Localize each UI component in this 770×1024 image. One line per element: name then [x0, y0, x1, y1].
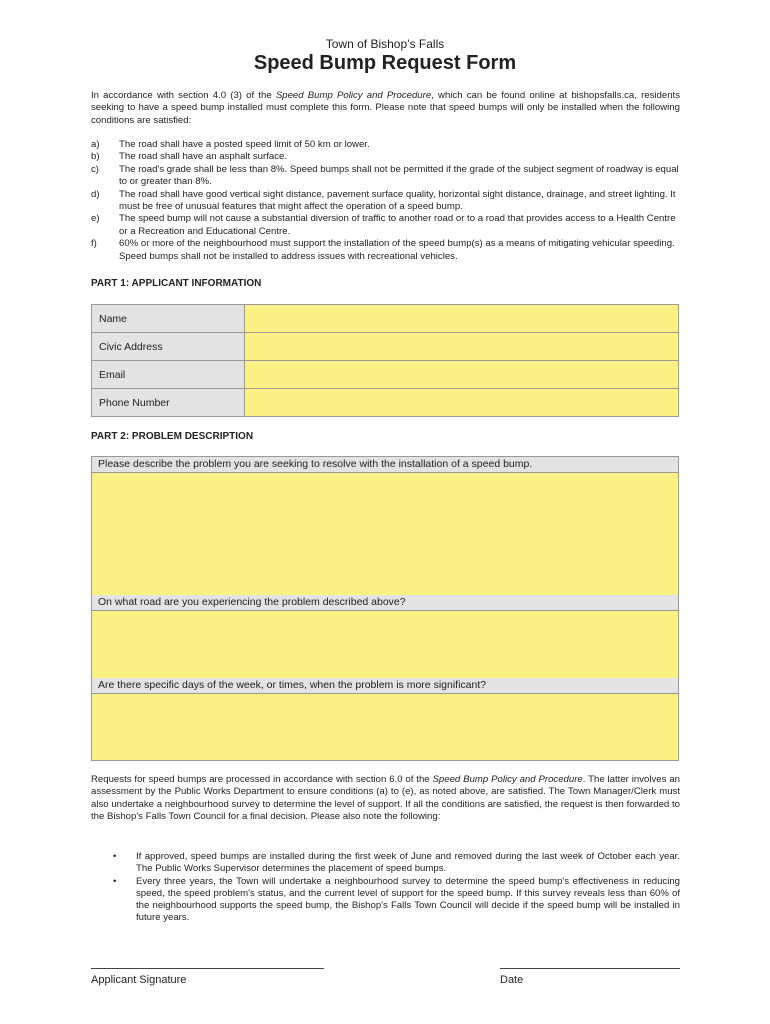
intro-text-before: In accordance with section 4.0 (3) of the	[91, 90, 276, 101]
process-policy-name: Speed Bump Policy and Procedure	[432, 774, 583, 785]
condition-text: The road shall have a posted speed limit of 50 km or lower.	[119, 139, 370, 150]
list-item	[91, 851, 680, 876]
process-text-after: . The latter involves an assessment by the Public Works Department to ensure conditions (a) to (e), as noted above, are satisfied. The Town Manager/Clerk must also undertake a neighbourhood survey to determine the level of support. If all the conditions are satisfied, the request is then forwarded to the Bishop's Falls Town Council for a final decision. Please also note the following:	[91, 774, 680, 822]
condition-label: d)	[91, 188, 100, 200]
condition-text: 60% or more of the neighbourhood must support the installation of the speed bump(s) as a means of mitigating vehicular speeding. Speed bumps shall not be installed to address issues with recreational vehicles.	[119, 238, 675, 262]
date-label: Date	[500, 974, 524, 986]
applicant-signature-label: Applicant Signature	[91, 974, 187, 986]
name-label: Name	[92, 305, 245, 333]
table-row	[92, 361, 679, 389]
note-text: Every three years, the Town will undertake a neighbourhood survey to determine the speed bump's effectiveness in reducing speed, the speed problem's status, and the current level of support for the speed bump. If this survey reveals less than 60% of the neighbourhood supports the speed bump, the Bishop's Falls Town Council will decide if the speed bump will be installed in future years.	[136, 875, 680, 924]
applicant-signature-line[interactable]	[91, 968, 324, 969]
problem-description-question: Please describe the problem you are seeking to resolve with the installation of a speed bump.	[92, 457, 678, 473]
phone-number-field[interactable]	[245, 389, 679, 417]
name-field[interactable]	[245, 305, 679, 333]
days-times-field[interactable]	[92, 694, 678, 760]
email-field[interactable]	[245, 361, 679, 389]
intro-paragraph	[91, 90, 680, 127]
civic-address-field[interactable]	[245, 333, 679, 361]
road-question: On what road are you experiencing the problem described above?	[92, 595, 678, 611]
condition-label: b)	[91, 151, 100, 163]
date-line[interactable]	[500, 968, 680, 969]
condition-text: The road shall have an asphalt surface.	[119, 151, 287, 163]
bullet-icon: •	[113, 875, 117, 887]
note-text: If approved, speed bumps are installed during the first week of June and removed during the last week of October each year. The Public Works Supervisor determines the placement of speed bumps.	[136, 851, 680, 875]
condition-text: The speed bump will not cause a substantial diversion of traffic to another road or to a road that provides access to a Health Centre or a Recreation and Educational Centre.	[119, 213, 676, 237]
part1-heading: PART 1: APPLICANT INFORMATION	[91, 278, 262, 289]
condition-label: c)	[91, 163, 99, 175]
intro-policy-name: Speed Bump Policy and Procedure	[275, 90, 432, 101]
table-row	[92, 305, 679, 333]
condition-label: e)	[91, 213, 100, 225]
condition-label: f)	[91, 238, 97, 250]
problem-description-field[interactable]	[92, 473, 678, 595]
town-name: Town of Bishop’s Falls	[325, 37, 445, 51]
condition-label: a)	[91, 139, 100, 150]
bullet-icon: •	[113, 851, 117, 862]
problem-description-box	[91, 456, 679, 761]
civic-address-label: Civic Address	[92, 333, 245, 361]
condition-text: The road's grade shall be less than 8%. Speed bumps shall not be permitted if the grade of the subject segment of roadway is equal to or greater than 8%.	[119, 163, 679, 188]
intro-text-after: , which can be found online at bishopsfalls.ca, residents seeking to have a speed bump installed must complete this form. Please note that speed bumps will only be installed when the following conditions are satisfied:	[91, 90, 681, 126]
list-item	[91, 876, 680, 925]
process-paragraph	[91, 774, 680, 823]
page-title: Speed Bump Request Form	[253, 52, 517, 74]
condition-item	[91, 151, 680, 163]
email-label: Email	[92, 361, 245, 389]
condition-text: The road shall have good vertical sight distance, pavement surface quality, horizontal sight distance, drainage, and street lighting. It must be free of unusual features that might affect the operation of a speed bump.	[119, 188, 676, 213]
part2-heading: PART 2: PROBLEM DESCRIPTION	[91, 431, 254, 442]
process-text-before: Requests for speed bumps are processed in accordance with section 6.0 of the	[91, 774, 433, 785]
condition-item	[91, 164, 680, 189]
road-field[interactable]	[92, 611, 678, 678]
condition-item	[91, 213, 680, 238]
notes-list	[91, 851, 680, 925]
table-row	[92, 333, 679, 361]
condition-item	[91, 189, 680, 214]
condition-item	[91, 139, 680, 151]
days-times-question: Are there specific days of the week, or times, when the problem is more significant?	[92, 678, 678, 694]
conditions-list	[91, 139, 680, 263]
phone-number-label: Phone Number	[92, 389, 245, 417]
applicant-info-table	[91, 304, 679, 417]
table-row	[92, 389, 679, 417]
condition-item	[91, 238, 680, 263]
